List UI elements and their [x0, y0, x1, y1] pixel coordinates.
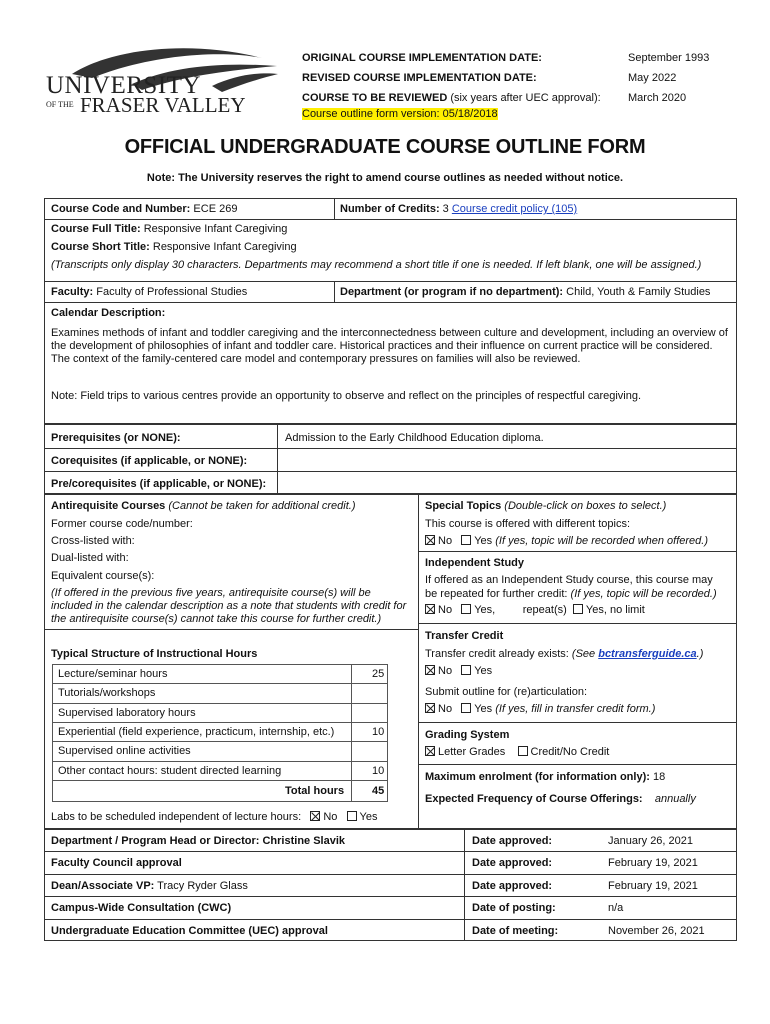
transfer-label: Transfer Credit — [425, 630, 504, 642]
hours-row-label: Other contact hours: student directed learning — [58, 764, 282, 777]
antireq-dual: Dual-listed with: — [51, 552, 129, 564]
independent-yes-checkbox[interactable] — [461, 604, 471, 614]
antireq-cross: Cross-listed with: — [51, 535, 135, 547]
approval-date-label: Date of meeting: — [472, 924, 559, 937]
calendar-note: Note: Field trips to various centres provide an opportunity to observe and reflect on the principles of respectful caregiving. — [51, 390, 642, 402]
grading-label: Grading System — [425, 729, 510, 741]
prereq-label: Prerequisites (or NONE): — [51, 432, 181, 444]
revised-date-label: REVISED COURSE IMPLEMENTATION DATE: — [302, 72, 537, 84]
independent-text1: If offered as an Independent Study course, this course may — [425, 574, 713, 586]
hours-row-label: Supervised online activities — [58, 745, 191, 758]
page-title: OFFICIAL UNDERGRADUATE COURSE OUTLINE FORM — [124, 136, 646, 158]
rearticulation-no-checkbox[interactable] — [425, 703, 435, 713]
independent-nolimit-checkbox[interactable] — [573, 604, 583, 614]
independent-options: No Yes, repeat(s) Yes, no limit — [425, 604, 645, 616]
approval-date-label: Date approved: — [472, 835, 553, 847]
independent-text2: be repeated for further credit: (If yes, topic will be recorded.) — [425, 588, 717, 600]
hours-label: Typical Structure of Instructional Hours — [51, 648, 258, 660]
special-topics-options: No Yes (If yes, topic will be recorded when offered.) — [425, 535, 708, 547]
hours-row-label: Experiential (field experience, practicum, internship, etc.) — [58, 725, 335, 738]
transfer-submit-options: No Yes (If yes, fill in transfer credit form.) — [425, 703, 655, 715]
prereq-value: Admission to the Early Childhood Education diploma. — [285, 432, 544, 444]
approval-date-label: Date approved: — [472, 879, 553, 892]
bctransferguide-link[interactable]: bctransferguide.ca — [598, 648, 697, 660]
hours-row-label: Tutorials/workshops — [58, 687, 156, 700]
hours-row-label: Supervised laboratory hours — [58, 706, 196, 719]
calendar-description: Examines methods of infant and toddler caregiving and the interconnectedness between culture and development, including an overview of the development of philosophies of infant and toddler care. Historical practices and their influence on current practice will be considered. The context of the family-centered care model and contemporary pressures on families will also be reviewed. — [51, 327, 728, 365]
grading-options: Letter Grades Credit/No Credit — [425, 746, 609, 758]
approval-date-value: February 19, 2021 — [608, 879, 698, 892]
coreq-label: Corequisites (if applicable, or NONE): — [51, 455, 248, 467]
labs-yes-checkbox[interactable] — [347, 811, 357, 821]
total-hours-label: Total hours — [285, 785, 345, 797]
hours-row-value[interactable]: 25 — [372, 668, 385, 680]
independent-label: Independent Study — [425, 557, 524, 569]
precoreq-label: Pre/corequisites (if applicable, or NONE): — [51, 478, 267, 490]
approval-row-label: Faculty Council approval — [51, 857, 182, 870]
approval-row-label: Undergraduate Education Committee (UEC) approval — [51, 924, 328, 937]
approval-row-label: Campus-Wide Consultation (CWC) — [51, 902, 232, 915]
logo-line-university: UNIVERSITY — [46, 72, 201, 99]
approval-row-label: Department / Program Head or Director: Christine Slavik — [51, 835, 346, 847]
transfer-exists: Transfer credit already exists: (See bctransferguide.ca.) — [425, 648, 704, 660]
orig-date-label: ORIGINAL COURSE IMPLEMENTATION DATE: — [302, 52, 542, 64]
credits: Number of Credits: 3 Course credit policy (105) — [340, 203, 578, 215]
transcript-note: (Transcripts only display 30 characters. Departments may recommend a short title if one is needed. If left blank, one will be assigned.) — [51, 259, 702, 271]
transfer-no-checkbox[interactable] — [425, 665, 435, 675]
transfer-submit: Submit outline for (re)articulation: — [425, 686, 588, 698]
approval-date-label: Date approved: — [472, 857, 553, 870]
transfer-exists-options: No Yes — [425, 665, 492, 677]
review-date-value: March 2020 — [628, 92, 687, 104]
special-no-checkbox[interactable] — [425, 535, 435, 545]
revised-date-value: May 2022 — [628, 72, 677, 84]
hours-row-value[interactable]: 10 — [372, 725, 385, 738]
independent-no-checkbox[interactable] — [425, 604, 435, 614]
labs-schedule: Labs to be scheduled independent of lecture hours: No Yes — [51, 811, 378, 823]
labs-no-checkbox[interactable] — [310, 811, 320, 821]
calendar-label: Calendar Description: — [51, 307, 166, 319]
hours-row-label: Lecture/seminar hours — [58, 668, 168, 680]
rearticulation-yes-checkbox[interactable] — [461, 703, 471, 713]
offering-frequency: Expected Frequency of Course Offerings: annually — [425, 793, 696, 805]
course-code: Course Code and Number: ECE 269 — [51, 203, 238, 215]
special-topics-text: This course is offered with different topics: — [425, 518, 631, 530]
credit-policy-link[interactable]: Course credit policy (105) — [451, 203, 578, 215]
approval-date-value: n/a — [608, 902, 624, 915]
approval-date-value: February 19, 2021 — [608, 857, 698, 870]
antireq-equiv: Equivalent course(s): — [51, 570, 155, 582]
approval-date-label: Date of posting: — [472, 902, 556, 915]
department: Department (or program if no department): Child, Youth & Family Studies — [340, 286, 711, 298]
logo-line-fraser-valley: FRASER VALLEY — [80, 93, 246, 117]
special-yes-checkbox[interactable] — [461, 535, 471, 545]
faculty: Faculty: Faculty of Professional Studies — [51, 286, 248, 298]
total-hours-value: 45 — [372, 785, 385, 797]
special-topics-label: Special Topics (Double-click on boxes to select.) — [425, 500, 667, 512]
university-logo — [42, 44, 262, 124]
letter-grades-checkbox[interactable] — [425, 746, 435, 756]
approval-date-value: November 26, 2021 — [608, 924, 705, 937]
approval-date-value: January 26, 2021 — [608, 835, 694, 847]
antireq-note: (If offered in the previous five years, antirequisite course(s) will be included in the calendar description as a note that students with credit for the antirequisite course(s) cannot take this course for further credit.) — [51, 587, 407, 625]
amend-note: Note: The University reserves the right to amend course outlines as needed without notice. — [146, 172, 624, 184]
short-title: Course Short Title: Responsive Infant Caregiving — [51, 241, 297, 253]
approval-row-label: Dean/Associate VP: Tracy Ryder Glass — [51, 879, 248, 892]
review-date-label: COURSE TO BE REVIEWED (six years after UEC approval): — [302, 92, 601, 104]
credit-nocredit-checkbox[interactable] — [518, 746, 528, 756]
antireq-label: Antirequisite Courses (Cannot be taken for additional credit.) — [51, 500, 356, 512]
hours-row-value[interactable]: 10 — [372, 764, 385, 777]
antireq-former: Former course code/number: — [51, 518, 193, 530]
max-enrolment: Maximum enrolment (for information only): 18 — [425, 771, 666, 783]
form-version: Course outline form version: 05/18/2018 — [302, 108, 498, 120]
orig-date-value: September 1993 — [628, 52, 710, 64]
transfer-yes-checkbox[interactable] — [461, 665, 471, 675]
full-title: Course Full Title: Responsive Infant Caregiving — [51, 223, 288, 235]
logo-line-of-the: OF THE — [46, 100, 74, 109]
